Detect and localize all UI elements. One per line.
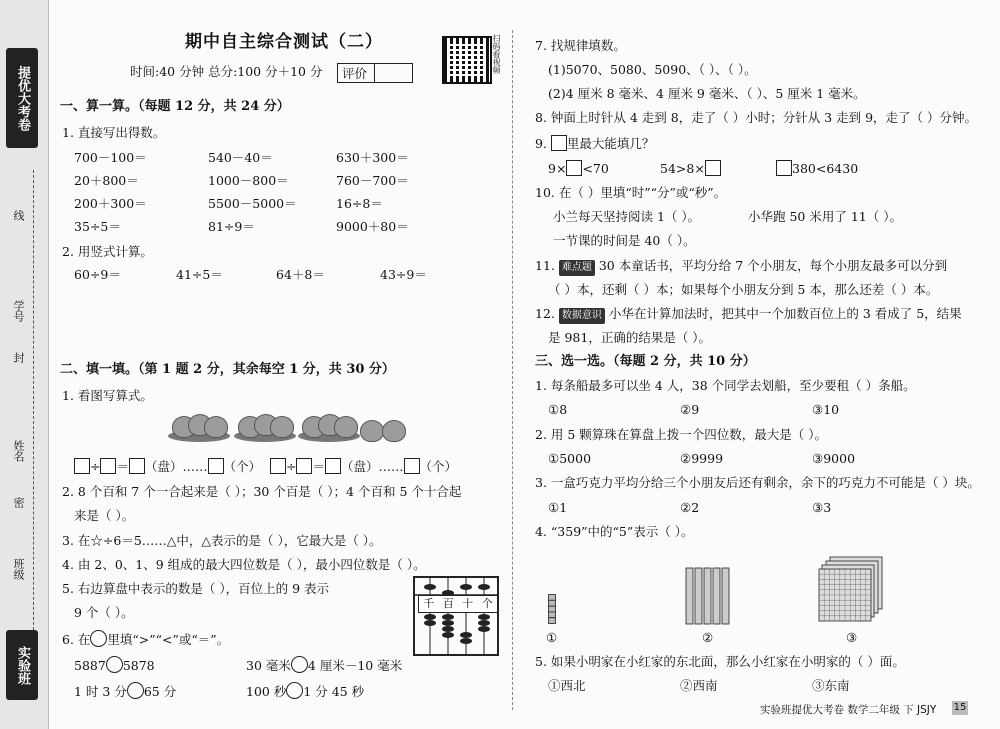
c4-option[interactable]: ② — [702, 630, 714, 645]
c1-option[interactable]: ①8 — [548, 402, 568, 417]
r7-2: (2)4 厘米 8 毫米、4 厘米 9 毫米、（ ）、5 厘米 1 毫米。 — [548, 86, 866, 101]
peach-plate-image — [168, 414, 230, 444]
abacus-label: 千 — [423, 597, 435, 610]
q2-title: 2. 用竖式计算。 — [62, 244, 153, 259]
c5: 5. 如果小明家在小红家的东北面，那么小红家在小明家的（ ）面。 — [535, 654, 905, 669]
c1-option[interactable]: ③10 — [812, 402, 840, 417]
r10-a: 小兰每天坚持阅读 1（ ）。 — [553, 209, 701, 224]
f5-line2: 9 个（ ）。 — [74, 605, 134, 620]
unit-cubes-image — [548, 594, 556, 624]
q1-item: 1000－800＝ — [208, 173, 289, 188]
q1-item: 16÷8＝ — [336, 196, 383, 211]
q2-item: 43÷9＝ — [380, 267, 427, 282]
section-2-title: 二、填一填。（第 1 题 2 分，其余每空 1 分，共 30 分） — [60, 362, 395, 377]
abacus-label: 十 — [462, 597, 474, 610]
r11-line2: （ ）本，还剩（ ）本；如果每个小朋友分到 5 本，那么还差（ ）本。 — [548, 282, 939, 297]
sidebar-name: 姓名 — [12, 440, 25, 462]
r9-title: 9. 里最大能填几？ — [535, 136, 655, 151]
compare-circle[interactable] — [90, 630, 107, 647]
q1-item: 700－100＝ — [74, 150, 147, 165]
abacus-label: 个 — [481, 597, 493, 610]
section-3-title: 三、选一选。（每题 2 分，共 10 分） — [535, 354, 756, 369]
f6-item: 100 秒 1 分 45 秒 — [246, 684, 365, 699]
r8: 8. 钟面上时针从 4 走到 8，走了（ ）小时；分针从 3 走到 9，走了（ ）分钟。 — [535, 110, 977, 125]
sidebar-class: 班级 — [12, 558, 25, 580]
section-1-title: 一、算一算。（每题 12 分，共 24 分） — [60, 99, 290, 114]
r12-line2: 是 981，正确的结果是（ ）。 — [548, 330, 712, 345]
qr-code-icon[interactable] — [442, 36, 492, 84]
peach-single-image — [358, 418, 408, 448]
evaluation-label: 评价 — [342, 66, 368, 81]
peach-plate-image — [298, 414, 360, 444]
compare-circle[interactable] — [127, 682, 144, 699]
q2-item: 41÷5＝ — [176, 267, 223, 282]
sidebar-student-id: 学号 — [12, 300, 25, 322]
f6-title: 6. 在 里填“>”“<”或“＝”。 — [62, 632, 230, 647]
hundred-flats-image — [818, 555, 886, 627]
brand-label-2: 实验班 — [6, 630, 38, 700]
page-title: 期中自主综合测试（二） — [185, 32, 383, 52]
abacus-image — [412, 575, 500, 657]
q1-item: 540－40＝ — [208, 150, 273, 165]
answer-box[interactable] — [129, 458, 145, 474]
c3-option[interactable]: ③3 — [812, 500, 832, 515]
f3: 3. 在☆÷6＝5……△中，△表示的是（ ），它最大是（ ）。 — [62, 533, 382, 548]
c3: 3. 一盒巧克力平均分给三个小朋友后还有剩余，余下的巧克力不可能是（ ）块。 — [535, 475, 980, 490]
exam-meta: 时间:40 分钟 总分:100 分＋10 分 — [130, 64, 323, 79]
f5-line1: 5. 右边算盘中表示的数是（ ），百位上的 9 表示 — [62, 581, 330, 596]
answer-box[interactable] — [551, 135, 567, 151]
brand-label: 提优大考卷 — [6, 48, 38, 148]
ten-rods-image — [685, 566, 733, 626]
page-number: 15 — [953, 702, 967, 713]
q1-item: 760－700＝ — [336, 173, 409, 188]
c5-option[interactable]: ②西南 — [680, 678, 718, 693]
f6-item: 5887 5878 — [74, 658, 155, 673]
footer-text: 实验班提优大考卷 数学二年级 下 JSJY — [760, 704, 937, 716]
answer-box[interactable] — [208, 458, 224, 474]
c2-option[interactable]: ①5000 — [548, 451, 592, 466]
q1-item: 630＋300＝ — [336, 150, 409, 165]
answer-box[interactable] — [296, 458, 312, 474]
abacus-label: 百 — [442, 597, 454, 610]
q1-item: 81÷9＝ — [208, 219, 255, 234]
data-awareness-tag: 数据意识 — [559, 308, 605, 324]
c3-option[interactable]: ②2 — [680, 500, 700, 515]
q1-item: 20＋800＝ — [74, 173, 139, 188]
c3-option[interactable]: ①1 — [548, 500, 568, 515]
answer-box[interactable] — [74, 458, 90, 474]
compare-circle[interactable] — [286, 682, 303, 699]
c2: 2. 用 5 颗算珠在算盘上拨一个四位数，最大是（ ）。 — [535, 427, 828, 442]
r9-a: 9× <70 — [548, 161, 609, 176]
f1-title: 1. 看图写算式。 — [62, 388, 153, 403]
q1-item: 5500－5000＝ — [208, 196, 297, 211]
f6-item: 1 时 3 分 65 分 — [74, 684, 177, 699]
qr-caption: 扫码看视频 — [492, 34, 501, 74]
q1-item: 35÷5＝ — [74, 219, 121, 234]
answer-box[interactable] — [270, 458, 286, 474]
answer-box[interactable] — [325, 458, 341, 474]
c5-option[interactable]: ①西北 — [548, 678, 586, 693]
r7-1: (1)5070、5080、5090、（ ）、（ ）。 — [548, 62, 757, 77]
c2-option[interactable]: ②9999 — [680, 451, 724, 466]
peach-plate-image — [234, 414, 296, 444]
r10-b: 小华跑 50 米用了 11（ ）。 — [748, 209, 902, 224]
r10-c: 一节课的时间是 40（ ）。 — [553, 233, 696, 248]
f1-formula-1: ÷ ＝ （盘）…… （个） — [74, 458, 261, 475]
r11-line1: 11. 难点题 30 本童话书，平均分给 7 个小朋友，每个小朋友最多可以分到 — [535, 258, 947, 276]
r10-title: 10. 在（ ）里填“时”“分”或“秒”。 — [535, 185, 727, 200]
answer-box[interactable] — [100, 458, 116, 474]
sidebar-seal: 封 — [12, 352, 25, 363]
sidebar-line: 线 — [12, 210, 25, 221]
r9-b: 54>8× — [660, 160, 721, 177]
c1: 1. 每条船最多可以坐 4 人，38 个同学去划船，至少要租（ ）条船。 — [535, 378, 916, 393]
c4: 4. “359”中的“5”表示（ ）。 — [535, 524, 694, 539]
r12-line1: 12. 数据意识 小华在计算加法时，把其中一个加数百位上的 3 看成了 5，结果 — [535, 306, 962, 324]
r9-c: 380<6430 — [776, 160, 858, 177]
compare-circle[interactable] — [291, 656, 308, 673]
column-divider — [512, 30, 513, 710]
f2-line1: 2. 8 个百和 7 个一合起来是（ ）；30 个百是（ ）；4 个百和 5 个十合起 — [62, 484, 462, 499]
f6-item: 30 毫米 4 厘米－10 毫米 — [246, 658, 403, 673]
difficulty-tag: 难点题 — [559, 260, 595, 276]
f2-line2: 来是（ ）。 — [74, 508, 135, 523]
answer-box[interactable] — [566, 160, 582, 176]
answer-box[interactable] — [776, 160, 792, 176]
c4-option[interactable]: ③ — [846, 630, 858, 645]
q1-item: 9000＋80＝ — [336, 219, 409, 234]
answer-box[interactable] — [705, 160, 721, 176]
evaluation-box[interactable] — [337, 63, 413, 83]
q1-item: 200＋300＝ — [74, 196, 147, 211]
q1-title: 1. 直接写出得数。 — [62, 125, 166, 140]
q2-item: 60÷9＝ — [74, 267, 121, 282]
q2-item: 64＋8＝ — [276, 267, 325, 282]
c1-option[interactable]: ②9 — [680, 402, 700, 417]
c4-option[interactable]: ① — [546, 630, 558, 645]
sidebar-dense: 密 — [12, 497, 25, 508]
c2-option[interactable]: ③9000 — [812, 451, 856, 466]
compare-circle[interactable] — [106, 656, 123, 673]
cut-line — [33, 170, 34, 640]
r7-title: 7. 找规律填数。 — [535, 38, 626, 53]
c5-option[interactable]: ③东南 — [812, 678, 850, 693]
f1-formula-2: ÷ ＝ （盘）…… （个） — [270, 458, 457, 475]
f4: 4. 由 2、0、1、9 组成的最大四位数是（ ），最小四位数是（ ）。 — [62, 557, 426, 572]
answer-box[interactable] — [404, 458, 420, 474]
